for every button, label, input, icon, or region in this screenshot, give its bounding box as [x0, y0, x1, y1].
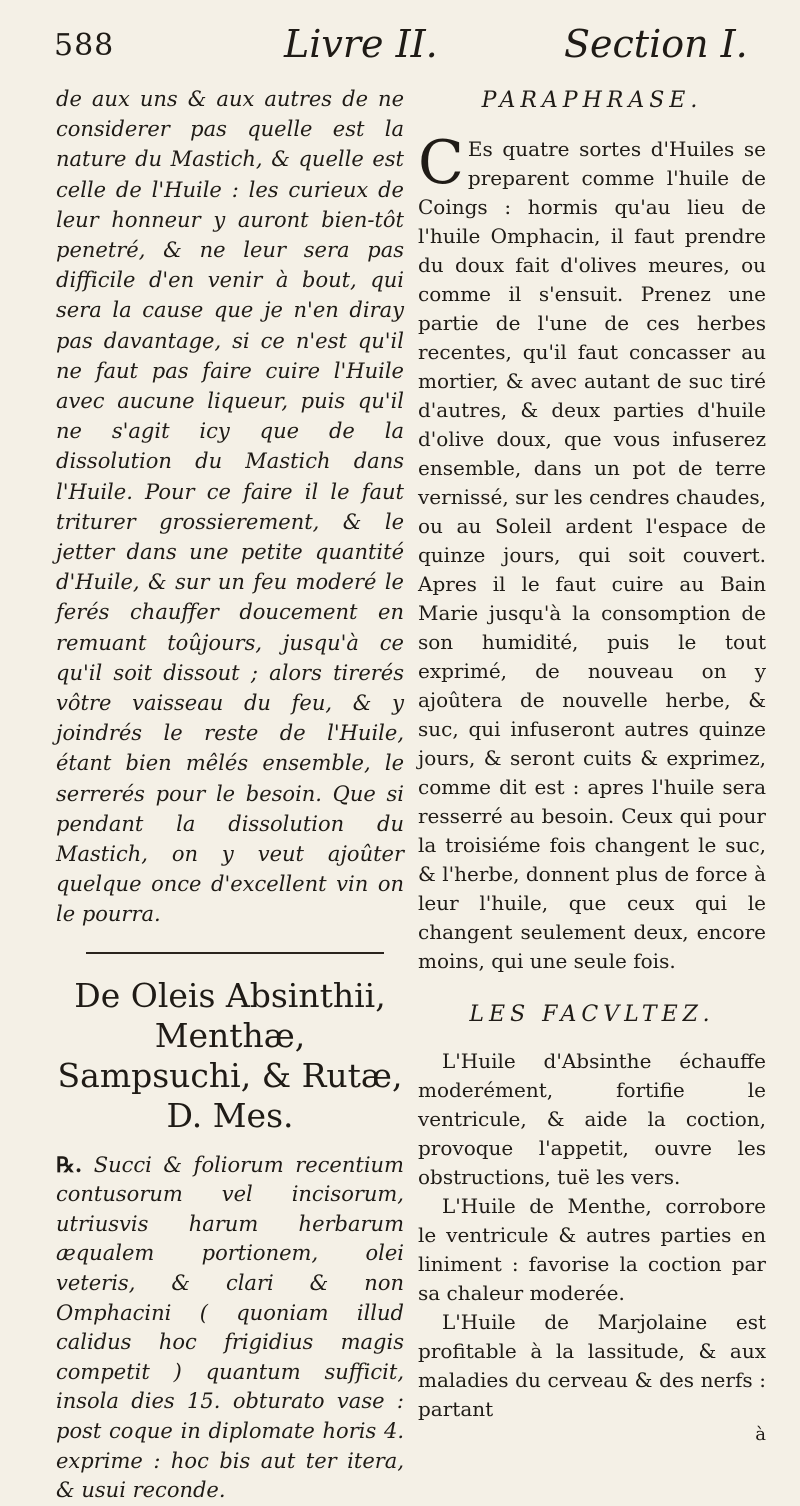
left-column — [56, 84, 404, 1506]
facultez-paragraph-1: L'Huile d'Absinthe échauffe moderément, fortifie le ventricule, & aide la coction, provoque l'appetit, ouvre les obstructions, tuë les vers. — [418, 1049, 766, 1189]
page-header — [54, 18, 754, 68]
catchword: à — [755, 1424, 766, 1445]
paraphrase-paragraph — [418, 128, 766, 976]
recipe-heading: De Oleis Absinthii, Menthæ, Sampsuchi, & Rutæ, D. Mes. — [57, 975, 403, 1135]
paraphrase-body: Es quatre sortes d'Huiles se preparent comme l'huile de Coings : hormis qu'au lieu de l'huile Omphacin, il faut prendre du doux fait d'olives meures, ou comme il s'ensuit. Prenez une partie de l'une de ces herbes recentes, qu'il faut concasser au mortier, & avec autant de suc tiré d'autres, & deux parties d'huile d'olive doux, que vous infuserez ensemble, dans un pot de terre vernissé, sur les cendres chaudes, ou au Soleil ardent l'espace de quinze jours, qui soit couvert. Apres il le faut cuire au Bain Marie jusqu'à la consomption de son humidité, puis le tout exprimé, de nouveau on y ajoûtera de nouvelle herbe, & suc, qui infuseront autres quinze jours, & seront cuits & exprimez, comme dit est : apres l'huile sera resserré au besoin. Ceux qui pour la troisiéme fois changent le suc, & l'herbe, donnent plus de force à leur l'huile, que ceux qui le changent seulement deux, encore moins, qui une seule fois. — [418, 137, 766, 973]
drop-cap: C — [418, 128, 464, 198]
facultez-paragraph-3: L'Huile de Marjolaine est profitable à la lassitude, & aux maladies du cerveau & des nerfs : partant — [418, 1310, 766, 1421]
recipe-text — [56, 1150, 404, 1506]
right-column — [418, 84, 766, 1463]
recipe-body: Succi & foliorum recentium contusorum vel incisorum, utriusvis harum herbarum æqualem portionem, olei veteris, & clari & non Omphacini ( quoniam illud calidus hoc frigidius magis competit ) quantum sufficit, insola dies 15. obturato vase : post coque in diplomate horis 4. exprime : hoc bis aut ter itera, & usui reconde. — [56, 1152, 404, 1503]
running-title: Livre II. — [284, 22, 438, 66]
recipe-symbol: ℞. — [56, 1151, 83, 1177]
paraphrase-heading: PARAPHRASE. — [481, 88, 703, 113]
facultez-heading: LES FACVLTEZ. — [469, 1002, 715, 1027]
left-paragraph: de aux uns & aux autres de ne considerer pas quelle est la nature du Mastich, & quelle est celle de l'Huile : les curieux de leur honneur y auront bien-tôt penetré, & ne leur sera pas difficile d'en venir à bout, qui sera la cause que je n'en diray pas davantage, si ce n'est qu'il ne faut pas faire cuire l'Huile avec aucune liqueur, puis qu'il ne s'agit icy que de la dissolution du Mastich dans l'Huile. Pour ce faire il le faut triturer grossierement, & le jetter dans une petite quantité d'Huile, & sur un feu moderé le ferés chauffer doucement en remuant toûjours, jusqu'à ce qu'il soit dissout ; alors tirerés vôtre vaisseau du feu, & y joindrés le reste de l'Huile, étant bien mêlés ensemble, le serrerés pour le besoin. Que si pendant la dissolution du Mastich, on y veut ajoûter quelque once d'excellent vin on le pourra. — [56, 87, 404, 927]
divider-rule — [86, 952, 384, 954]
section-title: Section I. — [564, 22, 748, 66]
facultez-paragraph-2: L'Huile de Menthe, corrobore le ventricule & autres parties en liniment : favorise la coction par sa chaleur moderée. — [418, 1194, 766, 1305]
page-number: 588 — [54, 28, 115, 63]
